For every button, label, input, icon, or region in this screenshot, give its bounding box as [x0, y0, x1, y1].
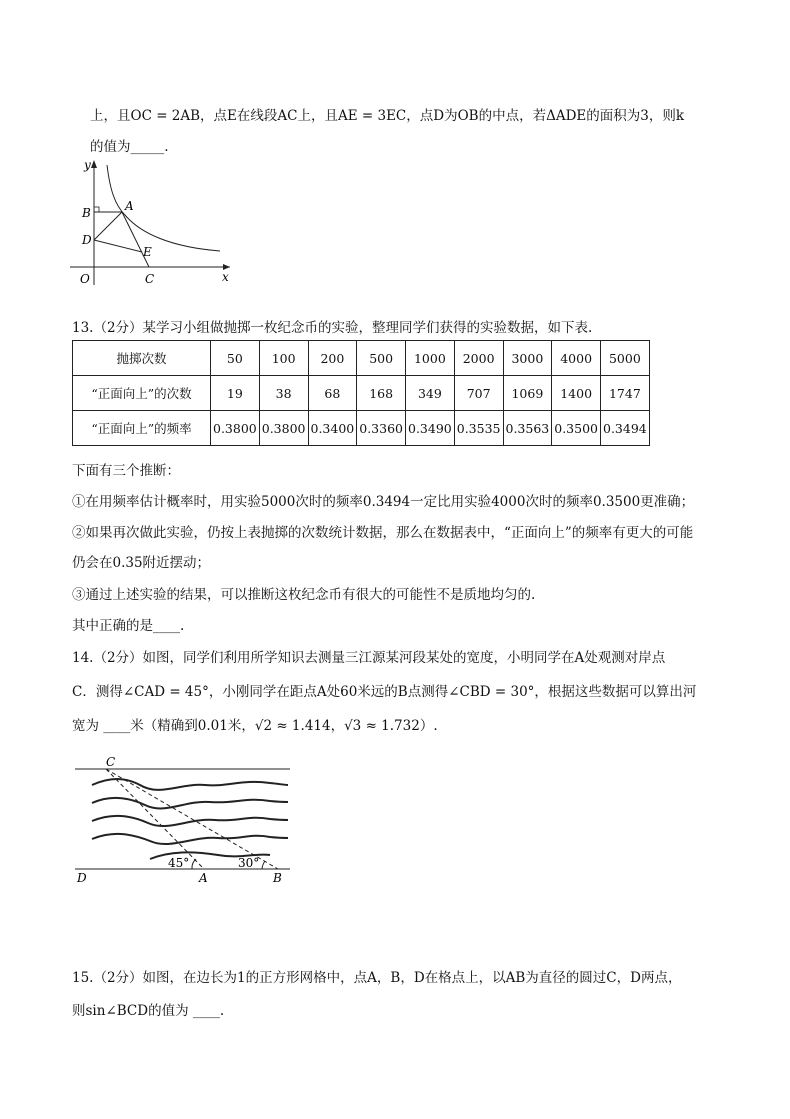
- heads-cell: 707: [454, 376, 503, 411]
- q13-item-1: ①在用频率估计概率时，用实验5000次时的频率0.3494一定比用实验4000次时的频率0.3500更准确；: [72, 494, 695, 510]
- throws-cell: 4000: [552, 341, 601, 376]
- throws-cell: 1000: [406, 341, 455, 376]
- freq-cell: 0.3500: [552, 411, 601, 446]
- heads-cell: 1747: [601, 376, 650, 411]
- right-angle-mark: [94, 207, 99, 212]
- heads-cell: 19: [211, 376, 260, 411]
- q15-text-line-1: 15.（2分）如图，在边长为1的正方形网格中，点A，B，D在格点上，以AB为直径的圆过C，D两点，: [72, 970, 682, 986]
- label-D: D: [77, 871, 87, 885]
- q13-answer: 其中正确的是____.: [72, 618, 185, 634]
- q12-figure: [70, 155, 240, 290]
- heads-cell: 68: [308, 376, 357, 411]
- q14-text-line-2: C．测得∠CAD = 45°，小刚同学在距点A处60米远的B点测得∠CBD = 30°，根据这些数据可以算出河: [72, 684, 697, 700]
- q13-item-2a: ②如果再次做此实验，仍按上表抛掷的次数统计数据，那么在数据表中，“正面向上”的频率有更大的可能: [72, 525, 694, 541]
- freq-cell: 0.3800: [259, 411, 308, 446]
- heads-cell: 1400: [552, 376, 601, 411]
- throws-cell: 500: [357, 341, 406, 376]
- label-B: B: [82, 206, 91, 220]
- throws-cell: 3000: [503, 341, 552, 376]
- freq-cell: 0.3494: [601, 411, 650, 446]
- label-A: A: [125, 199, 134, 213]
- line-CA-dashed: [106, 769, 204, 869]
- heads-cell: 1069: [503, 376, 552, 411]
- throws-cell: 50: [211, 341, 260, 376]
- hyperbola-curve: [107, 165, 220, 251]
- q15-text-line-2: 则sin∠BCD的值为 ____.: [72, 1003, 225, 1019]
- river-wave-2: [92, 798, 288, 809]
- label-O: O: [80, 272, 90, 286]
- throws-cell: 2000: [454, 341, 503, 376]
- q13-stem: 13.（2分）某学习小组做抛掷一枚纪念币的实验，整理同学们获得的实验数据，如下表.: [72, 320, 593, 336]
- angle-label-45: 45°: [168, 856, 190, 870]
- angle-arc-30: [262, 861, 265, 869]
- label-E: E: [143, 245, 152, 259]
- freq-cell: 0.3800: [211, 411, 260, 446]
- q13-data-table: [72, 340, 650, 446]
- label-C: C: [145, 272, 155, 286]
- label-x: x: [222, 270, 229, 284]
- label-C: C: [106, 755, 116, 769]
- river-wave-3: [92, 816, 288, 826]
- row-label-heads: “正面向上”的次数: [73, 376, 211, 411]
- label-B: B: [273, 871, 282, 885]
- throws-cell: 5000: [601, 341, 650, 376]
- freq-cell: 0.3490: [406, 411, 455, 446]
- row-label-throws: 抛掷次数: [73, 341, 211, 376]
- q14-text-line-1: 14.（2分）如图，同学们利用所学知识去测量三江源某河段某处的宽度，小明同学在A处观测对岸点: [72, 650, 666, 666]
- freq-cell: 0.3360: [357, 411, 406, 446]
- q13-item-3: ③通过上述实验的结果，可以推断这枚纪念币有很大的可能性不是质地均匀的.: [72, 587, 536, 603]
- label-A: A: [199, 871, 208, 885]
- throws-cell: 200: [308, 341, 357, 376]
- q13-intro: 下面有三个推断：: [72, 463, 180, 479]
- label-y: y: [84, 158, 91, 172]
- q14-river-figure: [70, 755, 295, 885]
- heads-cell: 168: [357, 376, 406, 411]
- freq-cell: 0.3400: [308, 411, 357, 446]
- table-row-frequency: [73, 411, 650, 446]
- table-row-throws: [73, 341, 650, 376]
- q14-text-line-3: 宽为 ____米（精确到0.01米，√2 ≈ 1.414，√3 ≈ 1.732）.: [72, 718, 438, 734]
- river-wave-4: [92, 834, 288, 844]
- freq-cell: 0.3535: [454, 411, 503, 446]
- throws-cell: 100: [259, 341, 308, 376]
- label-D: D: [82, 233, 92, 247]
- heads-cell: 349: [406, 376, 455, 411]
- q12-text-line-1: 上，且OC = 2AB，点E在线段AC上，且AE = 3EC，点D为OB的中点，若ΔADE的面积为3，则k: [90, 108, 685, 124]
- segment-DA: [94, 212, 122, 240]
- table-row-heads: [73, 376, 650, 411]
- q12-text-line-2: 的值为_____.: [90, 139, 169, 155]
- q13-item-2b: 仍会在0.35附近摆动；: [72, 555, 211, 571]
- row-label-frequency: “正面向上”的频率: [73, 411, 211, 446]
- heads-cell: 38: [259, 376, 308, 411]
- angle-label-30: 30°: [238, 856, 260, 870]
- segment-DE: [94, 240, 142, 252]
- freq-cell: 0.3563: [503, 411, 552, 446]
- y-axis-arrow: [91, 160, 97, 168]
